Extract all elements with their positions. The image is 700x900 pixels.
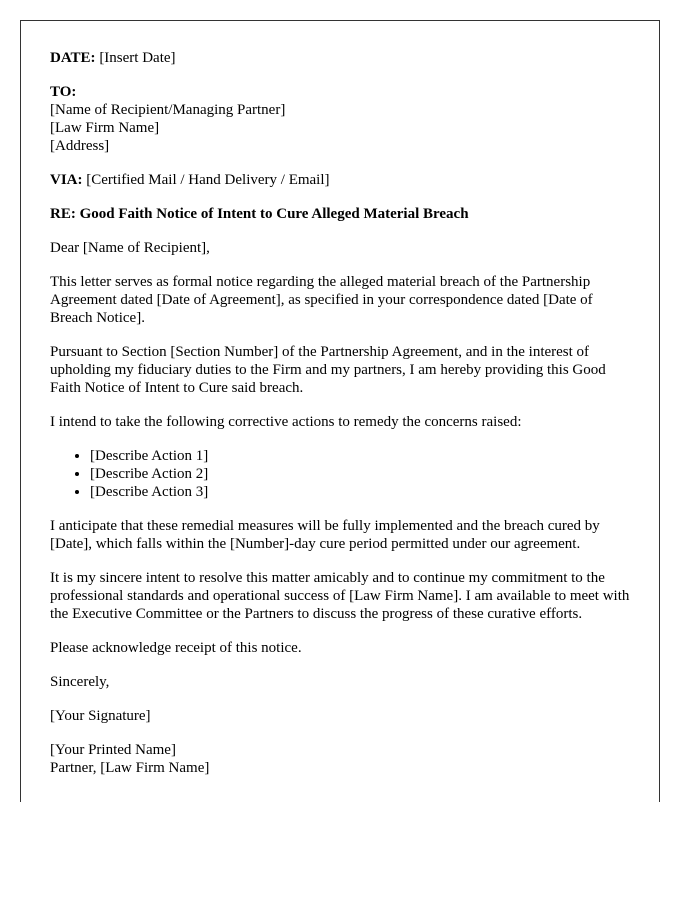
date-line	[50, 49, 634, 67]
paragraph-notice: This letter serves as formal notice regarding the alleged material breach of the Partnership Agreement dated [Date of Agreement], as specified in your correspondence dated [Date of Breach Notice].	[50, 274, 593, 326]
date-label: DATE:	[50, 50, 96, 66]
list-item: • [Describe Action 3]	[90, 483, 634, 501]
recipient-name: [Name of Recipient/Managing Partner]	[50, 102, 286, 118]
paragraph-pursuant: Pursuant to Section [Section Number] of the Partnership Agreement, and in the interest of upholding my fiduciary duties to the Firm and my partners, I am hereby providing this Good Faith Notice of Intent to Cure said breach.	[50, 344, 606, 396]
paragraph-anticipate: I anticipate that these remedial measures will be fully implemented and the breach cured by [Date], which falls within the [Number]-day cure period permitted under our agreement.	[50, 518, 600, 552]
date-value: [Insert Date]	[95, 50, 176, 66]
list-item: • [Describe Action 2]	[90, 465, 634, 483]
to-label: TO:	[50, 84, 77, 100]
recipient-address: [Address]	[50, 138, 110, 154]
closing: Sincerely,	[50, 674, 110, 690]
via-value: [Certified Mail / Hand Delivery / Email]	[82, 172, 330, 188]
list-item: • [Describe Action 1]	[90, 447, 634, 465]
signature: [Your Signature]	[50, 708, 151, 724]
letter-page	[20, 20, 660, 802]
via-line	[50, 171, 634, 189]
letter-content	[50, 49, 634, 793]
action-list	[50, 447, 634, 501]
paragraph-commitment: It is my sincere intent to resolve this matter amicably and to continue my commitment to the professional standards and operational success of [Law Firm Name]. I am available to meet with the Executive Committee or the Partners to discuss the progress of these curative efforts.	[50, 570, 630, 622]
salutation: Dear [Name of Recipient],	[50, 240, 210, 256]
title-line: Partner, [Law Firm Name]	[50, 760, 210, 776]
paragraph-acknowledge: Please acknowledge receipt of this notice.	[50, 640, 302, 656]
recipient-firm: [Law Firm Name]	[50, 120, 160, 136]
signature-block	[50, 741, 634, 777]
subject-line: RE: Good Faith Notice of Intent to Cure Alleged Material Breach	[50, 206, 469, 222]
recipient-block	[50, 83, 634, 155]
printed-name: [Your Printed Name]	[50, 742, 176, 758]
via-label: VIA:	[50, 172, 83, 188]
paragraph-intent: I intend to take the following corrective actions to remedy the concerns raised:	[50, 414, 522, 430]
